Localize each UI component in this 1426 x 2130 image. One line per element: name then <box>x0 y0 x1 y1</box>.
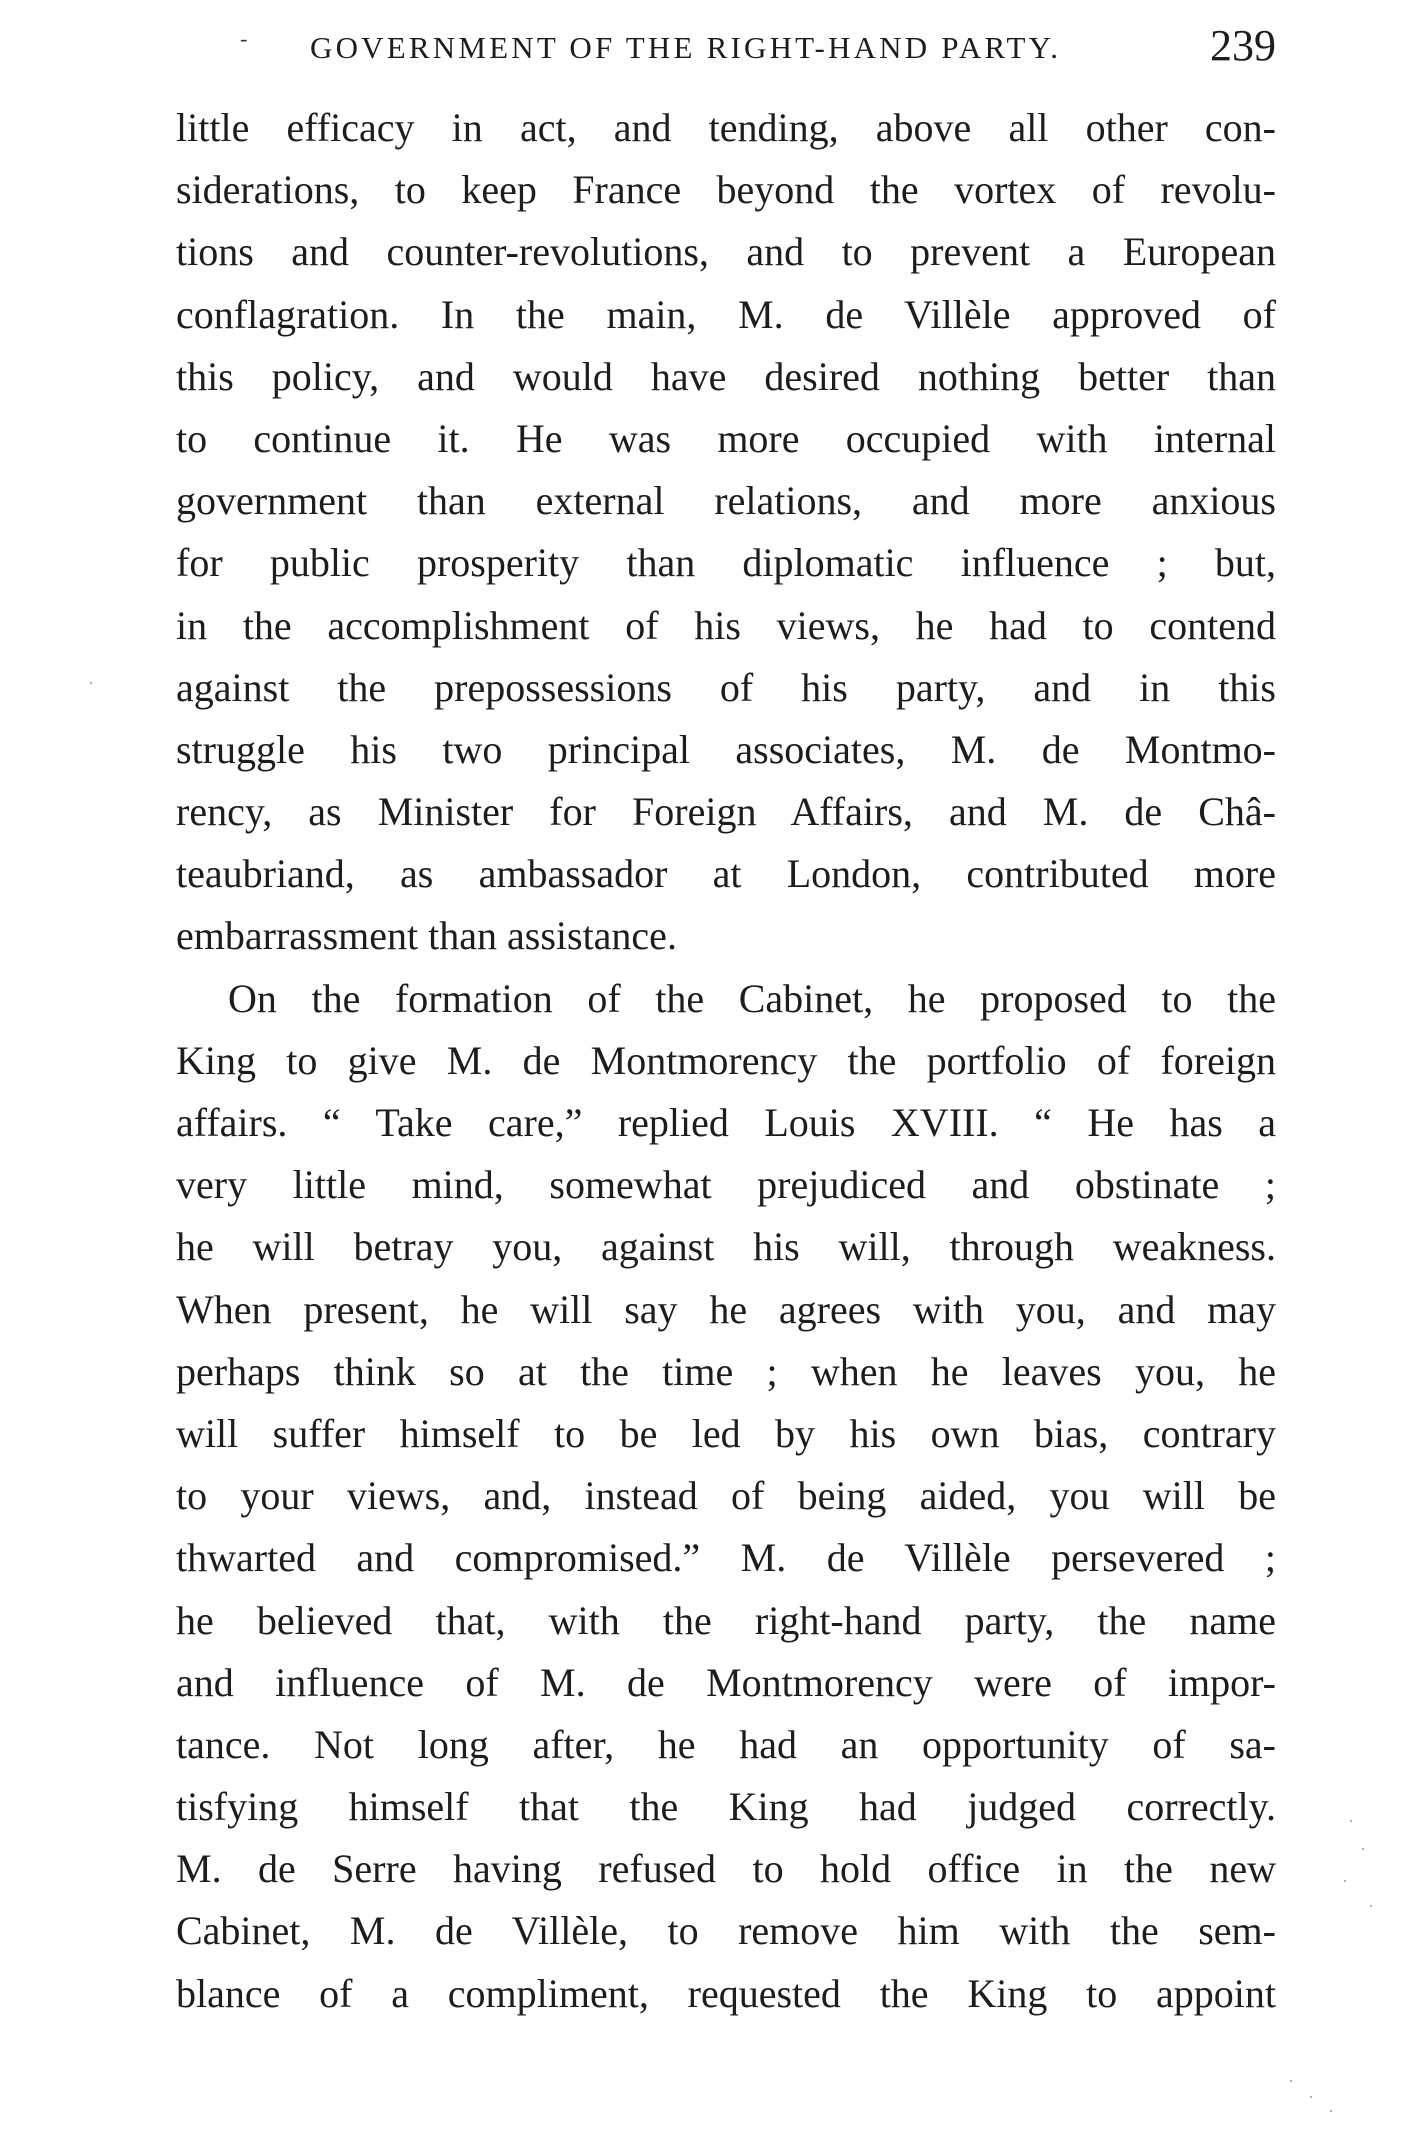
scan-speck <box>1350 1820 1352 1822</box>
text-line: to your views, and, instead of being aided, you will be <box>176 1473 1276 1519</box>
text-line: for public prosperity than diplomatic influence ; but, <box>176 540 1276 586</box>
text-line: On the formation of the Cabinet, he proposed to the <box>228 975 1276 1021</box>
text-line: perhaps think so at the time ; when he leaves you, he <box>176 1348 1276 1394</box>
page-number: 239 <box>1210 21 1276 70</box>
text-line: affairs. “ Take care,” replied Louis XVIII. “ He has a <box>176 1100 1276 1145</box>
text-line: embarrassment than assistance. <box>176 913 677 959</box>
header-title: GOVERNMENT OF THE RIGHT-HAND PARTY. <box>310 30 1062 65</box>
text-line: very little mind, somewhat prejudiced and obstinate ; <box>176 1162 1276 1208</box>
scan-speck <box>1290 2080 1292 2082</box>
text-line: he believed that, with the right-hand party, the name <box>176 1597 1276 1643</box>
text-line: tisfying himself that the King had judged correctly. <box>176 1784 1276 1830</box>
scan-speck <box>1310 2096 1312 2098</box>
scan-speck <box>1330 2110 1332 2112</box>
text-line: rency, as Minister for Foreign Affairs, and M. de Châ- <box>176 789 1276 835</box>
text-line: struggle his two principal associates, M. de Montmo- <box>176 726 1276 772</box>
text-line: to continue it. He was more occupied with internal <box>176 415 1276 461</box>
text-line: When present, he will say he agrees with you, and may <box>176 1286 1276 1332</box>
scan-speck <box>1370 1905 1372 1907</box>
text-line: thwarted and compromised.” M. de Villèle persevered ; <box>176 1535 1276 1581</box>
text-line: Cabinet, M. de Villèle, to remove him with the sem- <box>176 1908 1276 1954</box>
body-text <box>176 97 1276 2025</box>
scan-speck <box>1344 1880 1346 1882</box>
text-line: and influence of M. de Montmorency were of impor- <box>176 1659 1276 1705</box>
text-line: conflagration. In the main, M. de Villèle approved of <box>176 291 1276 337</box>
header-ornament: - <box>240 26 248 51</box>
text-line: blance of a compliment, requested the King to appoint <box>176 1970 1276 2016</box>
text-line: government than external relations, and more anxious <box>176 478 1276 524</box>
text-line: against the prepossessions of his party, and in this <box>176 664 1276 710</box>
text-line: he will betray you, against his will, through weakness. <box>176 1224 1276 1270</box>
text-line: in the accomplishment of his views, he had to contend <box>176 602 1276 648</box>
text-line: will suffer himself to be led by his own bias, contrary <box>176 1410 1276 1456</box>
text-line: teaubriand, as ambassador at London, contributed more <box>176 851 1276 897</box>
text-line: tions and counter-revolutions, and to prevent a European <box>176 229 1276 275</box>
scan-speck <box>1362 1848 1364 1850</box>
scan-speck <box>90 682 92 684</box>
text-line: King to give M. de Montmorency the portfolio of foreign <box>176 1037 1276 1083</box>
running-header <box>176 14 1276 74</box>
text-line: little efficacy in act, and tending, above all other con- <box>176 105 1276 150</box>
text-line: M. de Serre having refused to hold office in the new <box>176 1846 1276 1892</box>
text-line: this policy, and would have desired nothing better than <box>176 353 1276 399</box>
text-line: siderations, to keep France beyond the vortex of revolu- <box>176 167 1276 213</box>
text-line: tance. Not long after, he had an opportunity of sa- <box>176 1721 1276 1767</box>
